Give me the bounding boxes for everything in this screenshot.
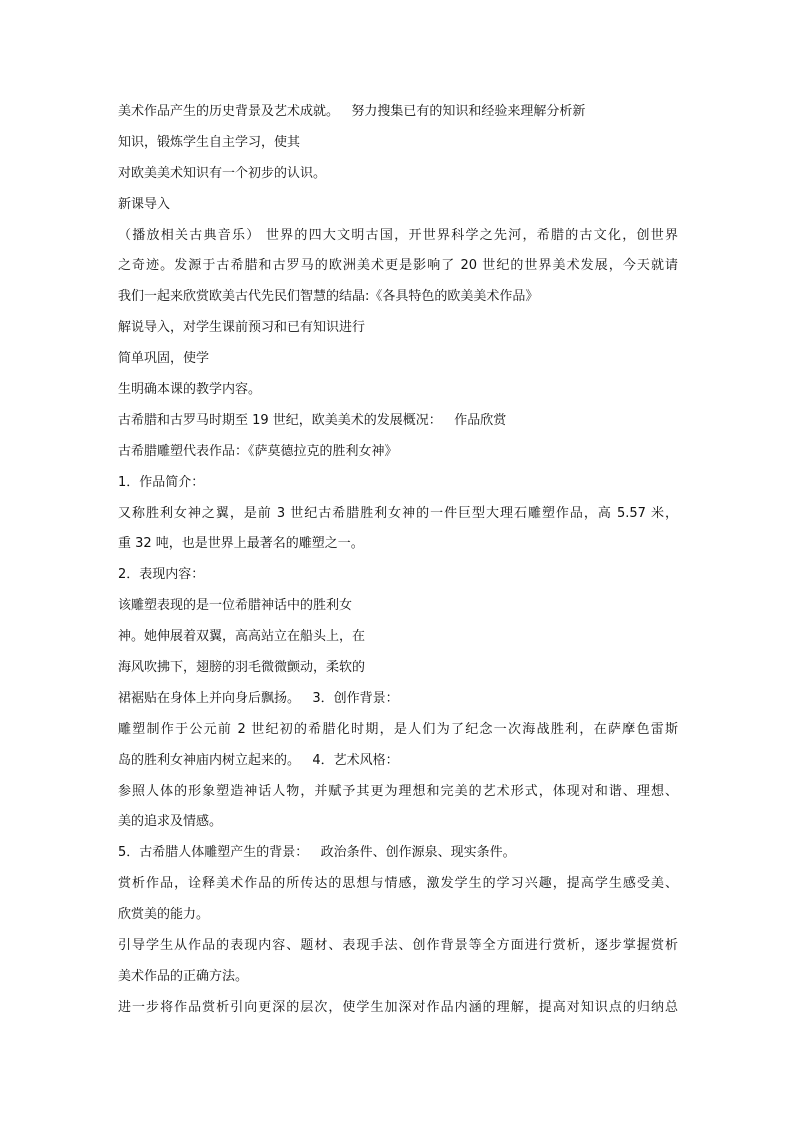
text-line: 赏析作品，诠释美术作品的所传达的思想与情感，激发学生的学习兴趣，提高学生感受美、 [118,876,678,892]
text-line: 引导学生从作品的表现内容、题材、表现手法、创作背景等全方面进行赏析，逐步掌握赏析 [118,938,678,954]
section-heading: 新课导入 [118,196,171,212]
text-line: 重 32 吨，也是世界上最著名的雕塑之一。 [118,536,364,552]
text-line: 海风吹拂下，翅膀的羽毛微微颤动，柔软的 [118,660,366,676]
text-line: 简单巩固，使学 [118,351,210,367]
text-line: 进一步将作品赏析引向更深的层次，使学生加深对作品内涵的理解，提高对知识点的归纳总 [118,999,678,1015]
text-line: 又称胜利女神之翼，是前 3 世纪古希腊胜利女神的一件巨型大理石雕塑作品，高 5.57 米， [118,505,678,521]
text-line: 我们一起来欣赏欧美古代先民们智慧的结晶:《各具特色的欧美美术作品》 [118,289,539,305]
text-line: 美术作品的正确方法。 [118,968,249,984]
text-line: 对欧美美术知识有一个初步的认识。 [118,165,327,181]
text-line: 生明确本课的教学内容。 [118,382,262,398]
text-line: 解说导入，对学生课前预习和已有知识进行 [118,320,366,336]
numbered-heading: 5．古希腊人体雕塑产生的背景： 政治条件、创作源泉、现实条件。 [118,845,516,861]
text-line: 之奇迹。发源于古希腊和古罗马的欧洲美术更是影响了 20 世纪的世界美术发展，今天就请 [118,258,678,274]
text-line: 古希腊雕塑代表作品：《萨莫德拉克的胜利女神》 [118,443,398,459]
text-line: 裙裾贴在身体上并向身后飘扬。 3．创作背景： [118,690,399,706]
text-line: 古希腊和古罗马时期至 19 世纪，欧美美术的发展概况： 作品欣赏 [118,412,507,428]
text-line: 参照人体的形象塑造神话人物，并赋予其更为理想和完美的艺术形式，体现对和谐、理想、 [118,783,678,799]
text-line: 神。她伸展着双翼，高高站立在船头上，在 [118,629,366,645]
text-line: 雕塑制作于公元前 2 世纪初的希腊化时期，是人们为了纪念一次海战胜利，在萨摩色雷斯 [118,721,678,737]
text-line: 该雕塑表现的是一位希腊神话中的胜利女 [118,598,353,614]
numbered-heading: 2．表现内容： [118,567,205,583]
numbered-heading: 1．作品简介： [118,474,205,490]
text-line: 岛的胜利女神庙内树立起来的。 4．艺术风格： [118,752,399,768]
text-line: 美的追求及情感。 [118,814,223,830]
text-line: 知识，锻炼学生自主学习，使其 [118,134,301,150]
text-line: （播放相关古典音乐） 世界的四大文明古国，开世界科学之先河，希腊的古文化，创世界 [118,227,678,243]
document-page [118,100,678,1027]
text-line: 美术作品产生的历史背景及艺术成就。 努力搜集已有的知识和经验来理解分析新 [118,104,586,119]
text-line: 欣赏美的能力。 [118,907,210,923]
